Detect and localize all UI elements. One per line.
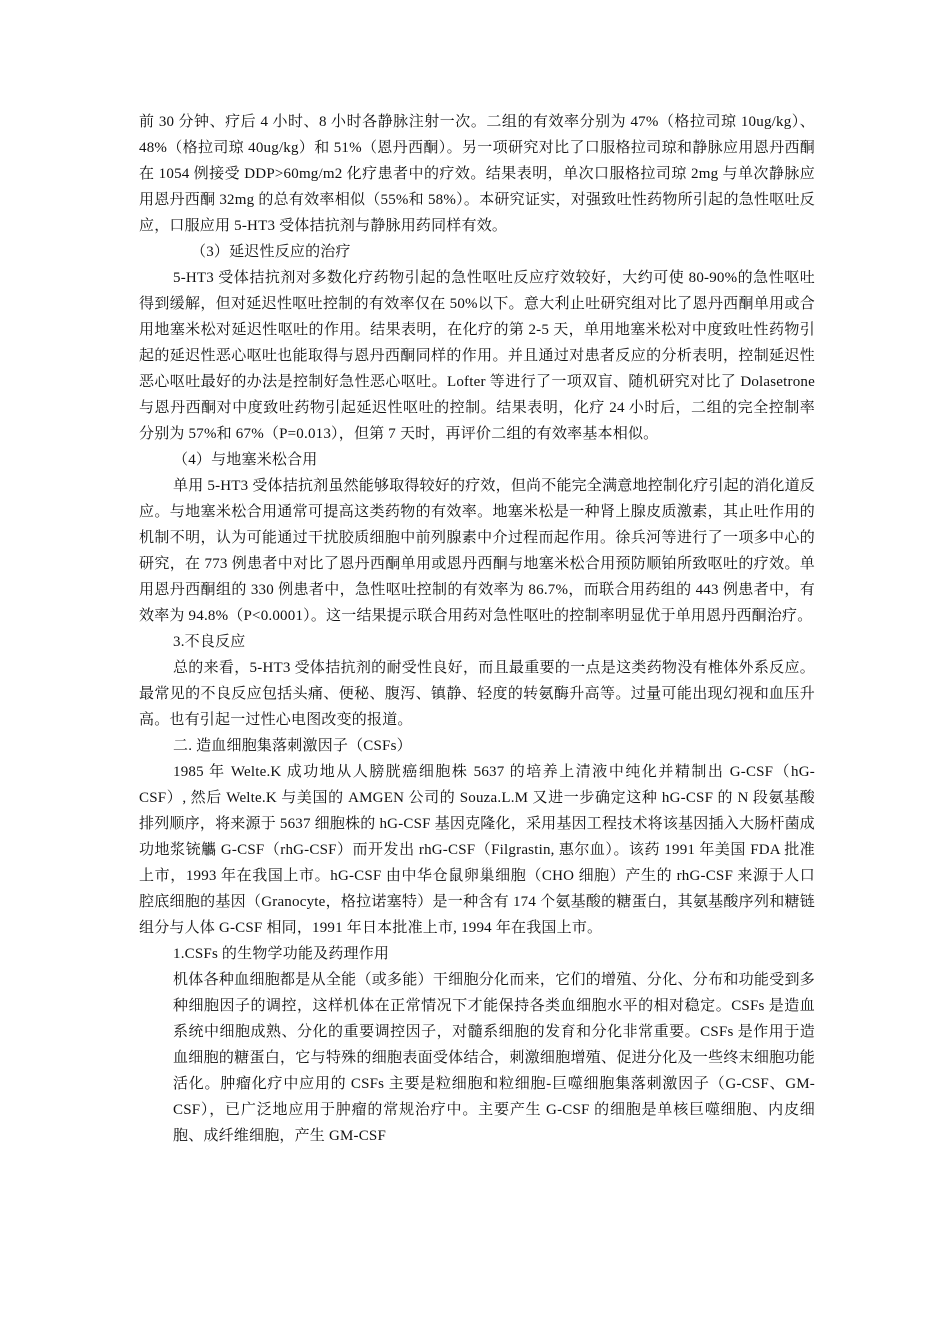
paragraph-5: 1985 年 Welte.K 成功地从人膀胱癌细胞株 5637 的培养上清液中纯化并精制出 G-CSF（hG-CSF）, 然后 Welte.K 与美国的 AMGEN 公司的 Souza.L.M 又进一步确定这种 hG-CSF 的 N 段氨基酸排列顺序，将来源于 5637 细胞株的 hG-CSF 基因克隆化，采用基因工程技术将该基因插入大肠杆菌成功地浆铳觿 G-CSF（rhG-CSF）而开发出 rhG-CSF（Filgrastin, 惠尔血）。该药 1991 年美国 FDA 批准上市，1993 年在我国上市。hG-CSF 由中华仓鼠卵巢细胞（CHO 细胞）产生的 rhG-CSF 来源于人口腔底细胞的基因（Granocyte，格拉诺塞特）是一种含有 174 个氨基酸的糖蛋白，其氨基酸序列和糖链组分与人体 G-CSF 相同，1991 年日本批准上市, 1994 年在我国上市。 [139, 764, 815, 936]
section-heading-3: （3）延迟性反应的治疗 [191, 244, 351, 260]
paragraph-3: 单用 5-HT3 受体拮抗剂虽然能够取得较好的疗效，但尚不能完全满意地控制化疗引起的消化道反应。与地塞米松合用通常可提高这类药物的有效率。地塞米松是一种肾上腺皮质激素，其止吐作用的机制不明，认为可能通过干扰胶质细胞中前列腺素中介过程而起作用。徐兵河等进行了一项多中心的研究，在 773 例患者中对比了恩丹西酮单用或恩丹西酮与地塞米松合用预防顺铂所致呕吐的疗效。单用恩丹西酮组的 330 例患者中，急性呕吐控制的有效率为 86.7%，而联合用药组的 443 例患者中，有效率为 94.8%（P<0.0001）。这一结果提示联合用药对急性呕吐的控制率明显优于单用恩丹西酮治疗。 [139, 478, 815, 624]
section-heading-function: 1.CSFs 的生物学功能及药理作用 [173, 946, 390, 962]
paragraph-4: 总的来看，5-HT3 受体拮抗剂的耐受性良好，而且最重要的一点是这类药物没有椎体外系反应。最常见的不良反应包括头痛、便秘、腹泻、镇静、轻度的转氨酶升高等。过量可能出现幻视和血压升高。也有引起一过性心电图改变的报道。 [139, 660, 815, 728]
paragraph-1: 前 30 分钟、疗后 4 小时、8 小时各静脉注射一次。二组的有效率分别为 47%（格拉司琼 10ug/kg）、48%（格拉司琼 40ug/kg）和 51%（恩丹西酮）。另一项研究对比了口服格拉司琼和静脉应用恩丹西酮在 1054 例接受 DDP>60mg/m2 化疗患者中的疗效。结果表明，单次口服格拉司琼 2mg 与单次静脉应用恩丹西酮 32mg 的总有效率相似（55%和 58%）。本研究证实，对强致吐性药物所引起的急性呕吐反应，口服应用 5-HT3 受体拮抗剂与静脉用药同样有效。 [139, 114, 815, 234]
section-heading-csfs: 二. 造血细胞集落刺激因子（CSFs） [173, 738, 412, 754]
section-heading-adverse: 3.不良反应 [173, 634, 246, 650]
section-heading-4: （4）与地塞米松合用 [173, 452, 318, 468]
paragraph-6: 机体各种血细胞都是从全能（或多能）干细胞分化而来，它们的增殖、分化、分布和功能受到多种细胞因子的调控，这样机体在正常情况下才能保持各类血细胞水平的相对稳定。CSFs 是造血系统中细胞成熟、分化的重要调控因子，对髓系细胞的发育和分化非常重要。CSFs 是作用于造血细胞的糖蛋白，它与特殊的细胞表面受体结合，刺激细胞增殖、促进分化及一些终末细胞功能活化。肿瘤化疗中应用的 CSFs 主要是粒细胞和粒细胞-巨噬细胞集落刺激因子（G-CSF、GM-CSF），已广泛地应用于肿瘤的常规治疗中。主要产生 G-CSF 的细胞是单核巨噬细胞、内皮细胞、成纤维细胞，产生 GM-CSF [173, 972, 815, 1144]
document-body [139, 109, 815, 1149]
paragraph-2: 5-HT3 受体拮抗剂对多数化疗药物引起的急性呕吐反应疗效较好，大约可使 80-90%的急性呕吐得到缓解，但对延迟性呕吐控制的有效率仅在 50%以下。意大利止吐研究组对比了恩丹西酮单用或合用地塞米松对延迟性呕吐的作用。结果表明，在化疗的第 2-5 天，单用地塞米松对中度致吐性药物引起的延迟性恶心呕吐也能取得与恩丹西酮同样的作用。并且通过对患者反应的分析表明，控制延迟性恶心呕吐最好的办法是控制好急性恶心呕吐。Lofter 等进行了一项双盲、随机研究对比了 Dolasetrone 与恩丹西酮对中度致吐药物引起延迟性呕吐的控制。结果表明，化疗 24 小时后，二组的完全控制率分别为 57%和 67%（P=0.013），但第 7 天时，再评价二组的有效率基本相似。 [139, 270, 815, 442]
